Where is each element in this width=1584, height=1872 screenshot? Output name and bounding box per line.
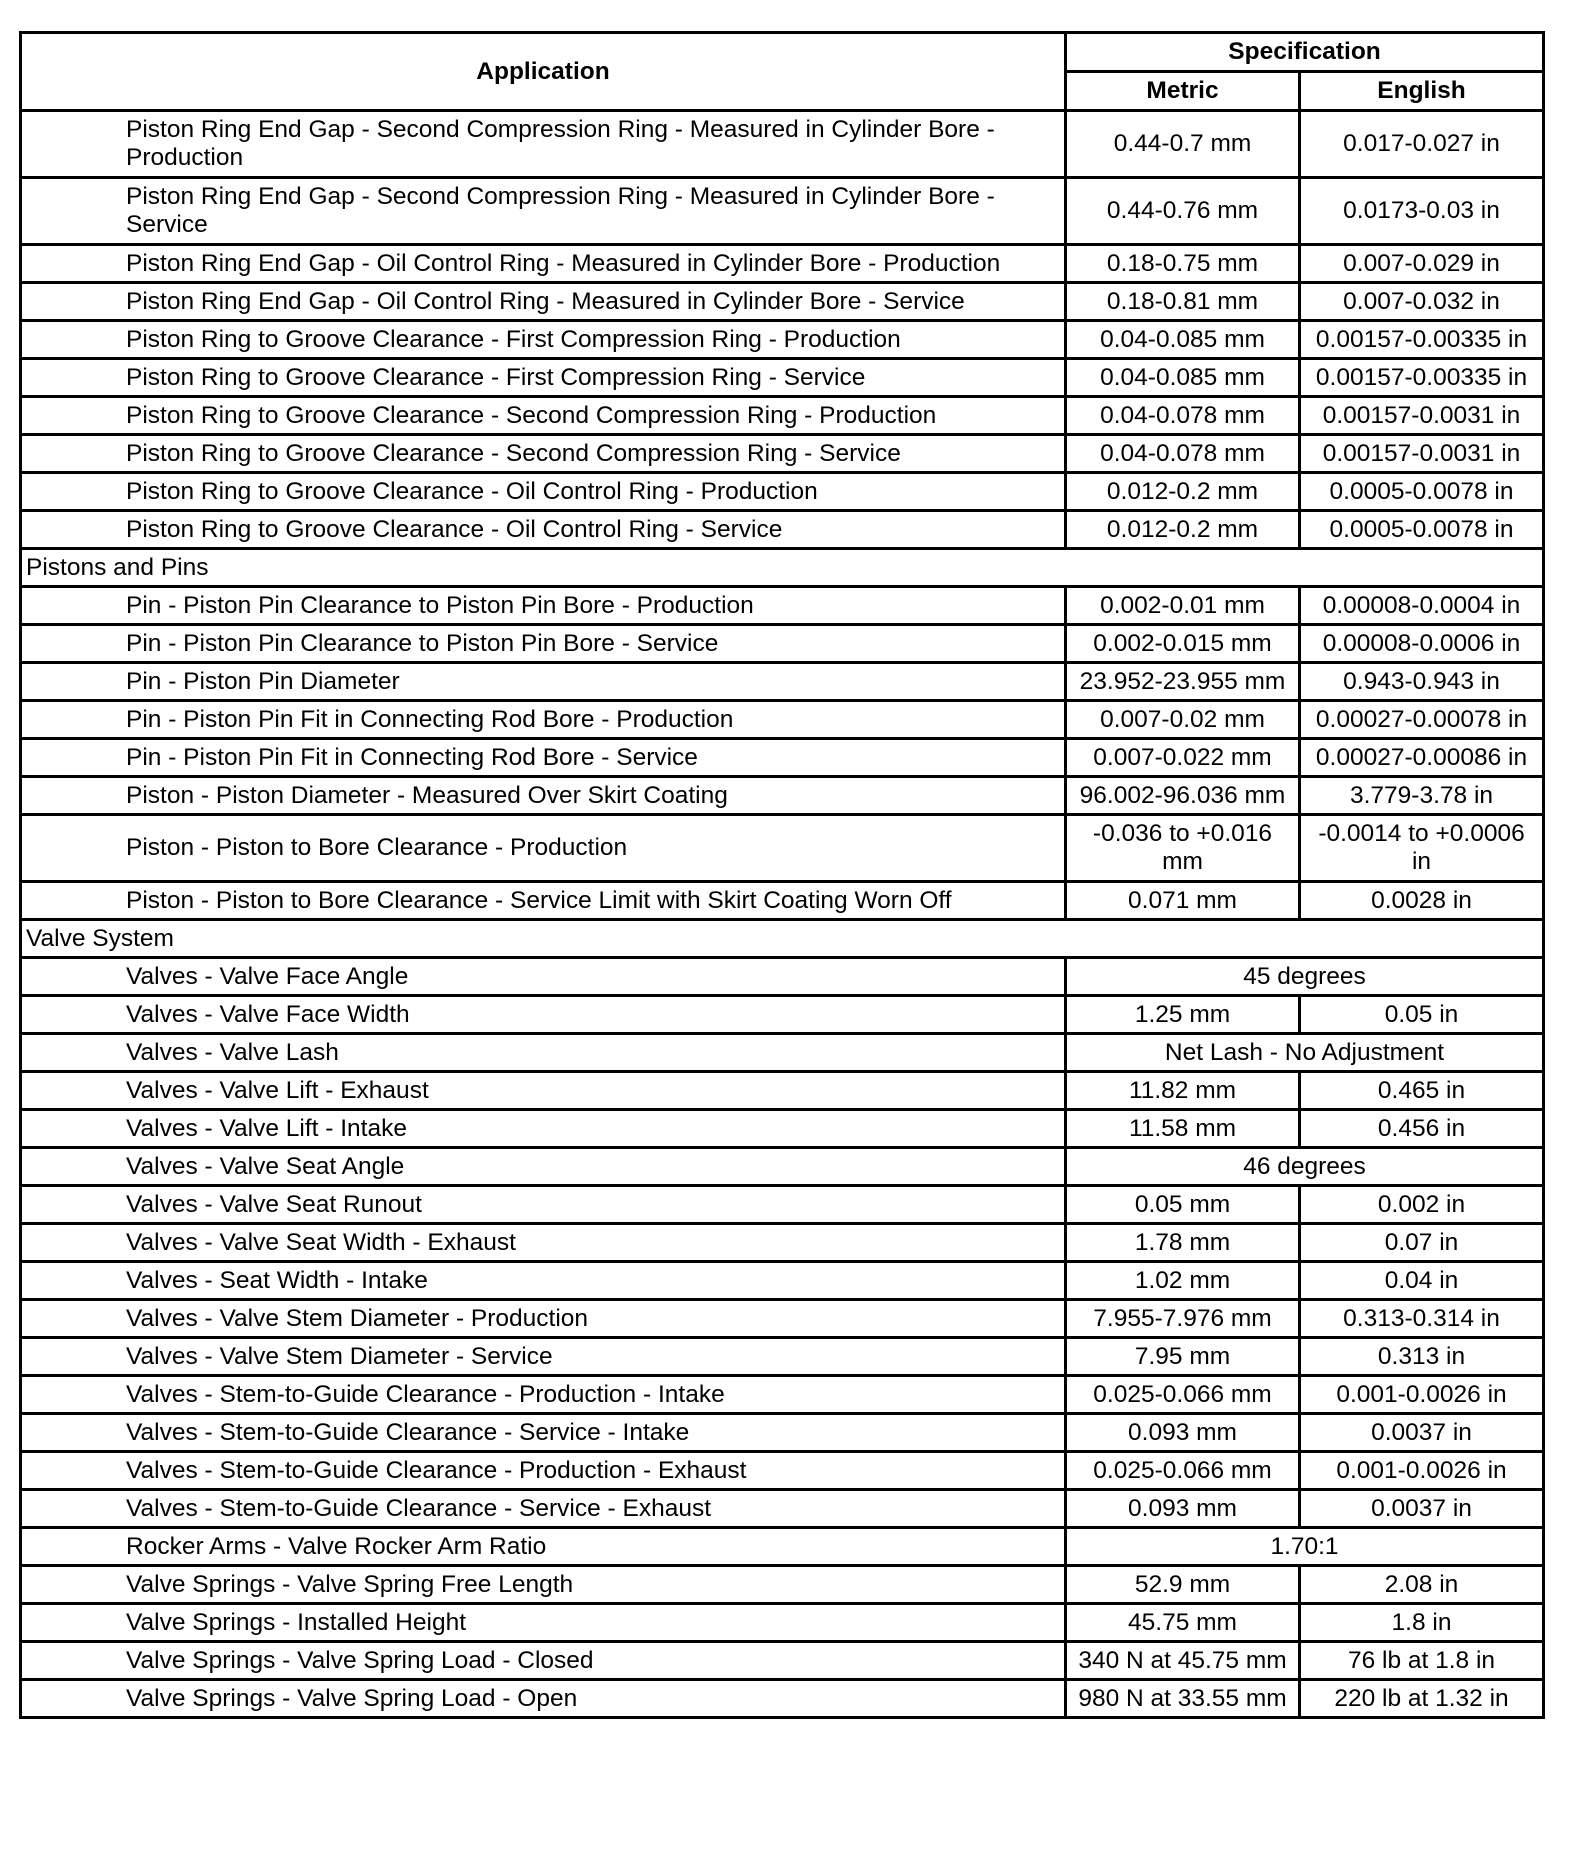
english-cell: 1.8 in [1300,1604,1544,1642]
application-cell: Piston - Piston Diameter - Measured Over Skirt Coating [21,777,1066,815]
application-cell: Valves - Stem-to-Guide Clearance - Production - Exhaust [21,1452,1066,1490]
metric-cell: 0.007-0.022 mm [1066,739,1300,777]
application-cell: Pin - Piston Pin Diameter [21,663,1066,701]
english-cell: 0.943-0.943 in [1300,663,1544,701]
application-cell: Pin - Piston Pin Clearance to Piston Pin Bore - Service [21,625,1066,663]
metric-cell: 0.44-0.76 mm [1066,178,1300,245]
english-cell: 2.08 in [1300,1566,1544,1604]
specification-header: Specification [1066,33,1544,72]
english-cell: 0.00157-0.0031 in [1300,435,1544,473]
application-cell: Valves - Seat Width - Intake [21,1262,1066,1300]
table-row [21,435,1544,473]
table-body [21,111,1544,1718]
english-cell: 0.04 in [1300,1262,1544,1300]
section-title: Pistons and Pins [21,549,1544,587]
application-cell: Valves - Valve Lash [21,1034,1066,1072]
english-cell: 0.00008-0.0006 in [1300,625,1544,663]
table-row [21,321,1544,359]
english-cell: 0.313 in [1300,1338,1544,1376]
english-cell: 0.07 in [1300,1224,1544,1262]
metric-cell: 0.093 mm [1066,1490,1300,1528]
application-cell: Valves - Valve Lift - Intake [21,1110,1066,1148]
application-cell: Pin - Piston Pin Fit in Connecting Rod Bore - Service [21,739,1066,777]
application-cell: Piston Ring to Groove Clearance - First Compression Ring - Production [21,321,1066,359]
table-row [21,178,1544,245]
header-row [21,33,1544,72]
english-cell: 0.0037 in [1300,1490,1544,1528]
table-row [21,473,1544,511]
english-header: English [1300,72,1544,111]
application-cell: Valves - Valve Face Angle [21,958,1066,996]
metric-cell: 340 N at 45.75 mm [1066,1642,1300,1680]
application-cell: Valves - Valve Stem Diameter - Production [21,1300,1066,1338]
section-row [21,549,1544,587]
metric-cell: 11.58 mm [1066,1110,1300,1148]
english-cell: 0.00157-0.00335 in [1300,321,1544,359]
metric-cell: 1.25 mm [1066,996,1300,1034]
metric-cell: 1.02 mm [1066,1262,1300,1300]
application-cell: Valves - Valve Face Width [21,996,1066,1034]
english-cell: 0.465 in [1300,1072,1544,1110]
metric-cell: 0.025-0.066 mm [1066,1376,1300,1414]
table-row [21,1110,1544,1148]
metric-cell: 0.05 mm [1066,1186,1300,1224]
metric-cell: 45.75 mm [1066,1604,1300,1642]
metric-cell: 11.82 mm [1066,1072,1300,1110]
english-cell: 0.00157-0.00335 in [1300,359,1544,397]
metric-cell: -0.036 to +0.016 mm [1066,815,1300,882]
section-row [21,920,1544,958]
english-cell: 0.00008-0.0004 in [1300,587,1544,625]
metric-cell: 0.007-0.02 mm [1066,701,1300,739]
application-cell: Valve Springs - Installed Height [21,1604,1066,1642]
application-cell: Piston Ring to Groove Clearance - Oil Control Ring - Production [21,473,1066,511]
application-cell: Piston Ring to Groove Clearance - First Compression Ring - Service [21,359,1066,397]
section-title: Valve System [21,920,1544,958]
metric-cell: 0.04-0.085 mm [1066,359,1300,397]
table-row [21,1338,1544,1376]
metric-cell: 0.071 mm [1066,882,1300,920]
application-cell: Piston Ring End Gap - Second Compression Ring - Measured in Cylinder Bore - Service [21,178,1066,245]
application-cell: Pin - Piston Pin Clearance to Piston Pin Bore - Production [21,587,1066,625]
application-cell: Rocker Arms - Valve Rocker Arm Ratio [21,1528,1066,1566]
table-row [21,958,1544,996]
metric-cell: 980 N at 33.55 mm [1066,1680,1300,1718]
english-cell: 0.0005-0.0078 in [1300,473,1544,511]
english-cell: 0.0005-0.0078 in [1300,511,1544,549]
application-cell: Valves - Stem-to-Guide Clearance - Service - Intake [21,1414,1066,1452]
english-cell: 0.001-0.0026 in [1300,1452,1544,1490]
table-row [21,1642,1544,1680]
table-row [21,587,1544,625]
table-row [21,1072,1544,1110]
english-cell: 0.007-0.029 in [1300,245,1544,283]
table-row [21,1604,1544,1642]
table-row [21,815,1544,882]
english-cell: 0.00027-0.00078 in [1300,701,1544,739]
metric-cell: 23.952-23.955 mm [1066,663,1300,701]
application-cell: Piston Ring End Gap - Second Compression Ring - Measured in Cylinder Bore - Production [21,111,1066,178]
application-cell: Piston Ring End Gap - Oil Control Ring - Measured in Cylinder Bore - Service [21,283,1066,321]
metric-cell: 52.9 mm [1066,1566,1300,1604]
specification-cell: 45 degrees [1066,958,1544,996]
table-row [21,1186,1544,1224]
english-cell: 0.0037 in [1300,1414,1544,1452]
english-cell: 0.00027-0.00086 in [1300,739,1544,777]
table-row [21,1262,1544,1300]
english-cell: 0.0173-0.03 in [1300,178,1544,245]
application-cell: Piston - Piston to Bore Clearance - Service Limit with Skirt Coating Worn Off [21,882,1066,920]
table-row [21,283,1544,321]
table-row [21,882,1544,920]
english-cell: 0.017-0.027 in [1300,111,1544,178]
application-cell: Piston Ring to Groove Clearance - Second Compression Ring - Service [21,435,1066,473]
table-row [21,1566,1544,1604]
english-cell: -0.0014 to +0.0006 in [1300,815,1544,882]
table-row [21,739,1544,777]
table-row [21,996,1544,1034]
table-row [21,1376,1544,1414]
metric-cell: 0.18-0.75 mm [1066,245,1300,283]
table-row [21,1490,1544,1528]
metric-cell: 1.78 mm [1066,1224,1300,1262]
table-row [21,1224,1544,1262]
metric-header: Metric [1066,72,1300,111]
metric-cell: 0.04-0.078 mm [1066,435,1300,473]
table-row [21,397,1544,435]
english-cell: 0.456 in [1300,1110,1544,1148]
metric-cell: 0.04-0.078 mm [1066,397,1300,435]
metric-cell: 0.04-0.085 mm [1066,321,1300,359]
english-cell: 0.007-0.032 in [1300,283,1544,321]
application-cell: Valves - Valve Lift - Exhaust [21,1072,1066,1110]
table-row [21,1452,1544,1490]
english-cell: 0.0028 in [1300,882,1544,920]
table-row [21,245,1544,283]
application-cell: Valves - Valve Seat Width - Exhaust [21,1224,1066,1262]
metric-cell: 0.18-0.81 mm [1066,283,1300,321]
specification-cell: Net Lash - No Adjustment [1066,1034,1544,1072]
application-cell: Pin - Piston Pin Fit in Connecting Rod Bore - Production [21,701,1066,739]
table-row [21,359,1544,397]
metric-cell: 0.093 mm [1066,1414,1300,1452]
application-cell: Valves - Valve Stem Diameter - Service [21,1338,1066,1376]
application-header: Application [21,33,1066,111]
specification-cell: 1.70:1 [1066,1528,1544,1566]
application-cell: Valve Springs - Valve Spring Free Length [21,1566,1066,1604]
english-cell: 0.001-0.0026 in [1300,1376,1544,1414]
application-cell: Valves - Valve Seat Runout [21,1186,1066,1224]
english-cell: 0.05 in [1300,996,1544,1034]
application-cell: Piston - Piston to Bore Clearance - Production [21,815,1066,882]
application-cell: Valves - Stem-to-Guide Clearance - Production - Intake [21,1376,1066,1414]
specification-table [19,31,1545,1719]
table-row [21,1680,1544,1718]
application-cell: Piston Ring to Groove Clearance - Second Compression Ring - Production [21,397,1066,435]
metric-cell: 96.002-96.036 mm [1066,777,1300,815]
english-cell: 76 lb at 1.8 in [1300,1642,1544,1680]
application-cell: Piston Ring to Groove Clearance - Oil Control Ring - Service [21,511,1066,549]
english-cell: 0.313-0.314 in [1300,1300,1544,1338]
table-row [21,701,1544,739]
application-cell: Valves - Valve Seat Angle [21,1148,1066,1186]
table-row [21,663,1544,701]
table-row [21,1528,1544,1566]
application-cell: Valve Springs - Valve Spring Load - Open [21,1680,1066,1718]
metric-cell: 0.002-0.01 mm [1066,587,1300,625]
table-row [21,111,1544,178]
metric-cell: 7.955-7.976 mm [1066,1300,1300,1338]
metric-cell: 7.95 mm [1066,1338,1300,1376]
metric-cell: 0.012-0.2 mm [1066,511,1300,549]
english-cell: 3.779-3.78 in [1300,777,1544,815]
english-cell: 220 lb at 1.32 in [1300,1680,1544,1718]
table-row [21,1414,1544,1452]
metric-cell: 0.012-0.2 mm [1066,473,1300,511]
table-row [21,511,1544,549]
metric-cell: 0.025-0.066 mm [1066,1452,1300,1490]
table-row [21,1300,1544,1338]
specification-cell: 46 degrees [1066,1148,1544,1186]
english-cell: 0.00157-0.0031 in [1300,397,1544,435]
application-cell: Valve Springs - Valve Spring Load - Closed [21,1642,1066,1680]
application-cell: Piston Ring End Gap - Oil Control Ring - Measured in Cylinder Bore - Production [21,245,1066,283]
metric-cell: 0.44-0.7 mm [1066,111,1300,178]
table-row [21,1034,1544,1072]
table-row [21,777,1544,815]
table-row [21,1148,1544,1186]
english-cell: 0.002 in [1300,1186,1544,1224]
table-row [21,625,1544,663]
metric-cell: 0.002-0.015 mm [1066,625,1300,663]
application-cell: Valves - Stem-to-Guide Clearance - Service - Exhaust [21,1490,1066,1528]
